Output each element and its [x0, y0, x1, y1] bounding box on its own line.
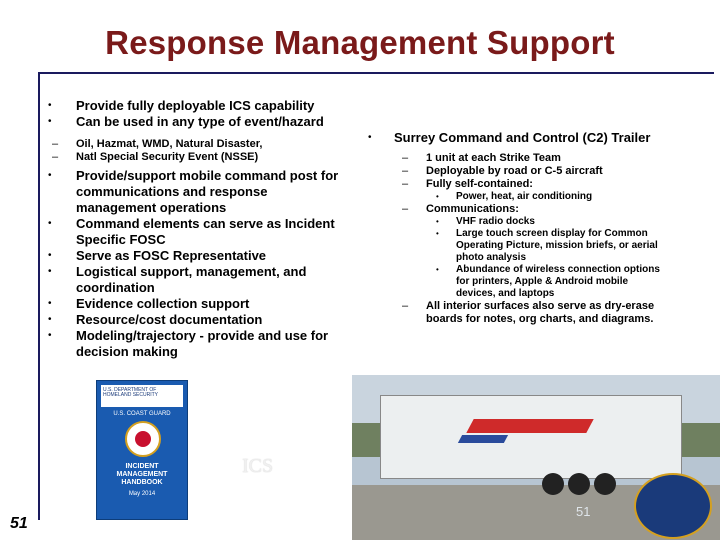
- left-bullet-list: [40, 98, 340, 360]
- bullet-item: • Provide/support mobile command post for communications and response management operations: [40, 168, 340, 216]
- c2-trailer-photo: [352, 375, 720, 540]
- page-number-watermark: 51: [576, 504, 591, 519]
- bullet-item: • Serve as FOSC Representative: [40, 248, 340, 264]
- handbook-cover-image: [96, 380, 188, 520]
- sub-bullet-item: – Oil, Hazmat, WMD, Natural Disaster,: [40, 138, 340, 151]
- sub-bullet-item: – Deployable by road or C-5 aircraft: [360, 165, 660, 178]
- handbook-title: INCIDENT MANAGEMENT HANDBOOK: [116, 463, 168, 486]
- sub-bullet-item: – All interior surfaces also serve as dry-erase boards for notes, org charts, and diagrams.: [360, 300, 660, 326]
- slide-title: Response Management Support: [105, 24, 615, 61]
- coast-guard-seal-icon: [125, 421, 161, 457]
- sub-sub-bullet-item: • VHF radio docks: [360, 216, 660, 228]
- ics-watermark: ICS: [242, 455, 274, 477]
- bullet-item: • Resource/cost documentation: [40, 312, 340, 328]
- handbook-agency: U.S. COAST GUARD: [113, 411, 171, 417]
- right-bullet-list: [360, 130, 660, 326]
- sub-bullet-item: – Fully self-contained:: [360, 178, 660, 191]
- trailer-blue-stripe: [458, 435, 508, 443]
- bullet-item: • Surrey Command and Control (C2) Trailer: [360, 130, 660, 146]
- bullet-item: • Logistical support, management, and coordination: [40, 264, 340, 296]
- trailer-wheel: [568, 473, 590, 495]
- handbook-header-text: U.S. DEPARTMENT OF HOMELAND SECURITY: [103, 387, 159, 398]
- sub-bullet-item: – Natl Special Security Event (NSSE): [40, 151, 340, 164]
- handbook-header-band: [101, 385, 183, 407]
- bullet-item: • Can be used in any type of event/hazard: [40, 114, 340, 130]
- handbook-date: May 2014: [128, 491, 156, 497]
- trailer-wheel: [542, 473, 564, 495]
- bullet-item: • Provide fully deployable ICS capability: [40, 98, 340, 114]
- sub-bullet-item: – Communications:: [360, 203, 660, 216]
- bullet-item: • Command elements can serve as Incident Specific FOSC: [40, 216, 340, 248]
- sub-sub-bullet-item: • Large touch screen display for Common Operating Picture, mission briefs, or aerial photo analysis: [360, 228, 660, 264]
- title-divider: [38, 72, 714, 74]
- sub-sub-bullet-item: • Power, heat, air conditioning: [360, 191, 660, 203]
- trailer-body: [380, 395, 682, 479]
- sub-sub-bullet-item: • Abundance of wireless connection options for printers, Apple & Android mobile devices, and laptops: [360, 264, 660, 300]
- sub-bullet-item: – 1 unit at each Strike Team: [360, 152, 660, 165]
- trailer-red-stripe: [466, 419, 593, 433]
- strike-team-logo-icon: [634, 473, 712, 539]
- trailer-wheel: [594, 473, 616, 495]
- bullet-item: • Evidence collection support: [40, 296, 340, 312]
- page-number: 51: [10, 515, 28, 532]
- bullet-item: • Modeling/trajectory - provide and use for decision making: [40, 328, 340, 360]
